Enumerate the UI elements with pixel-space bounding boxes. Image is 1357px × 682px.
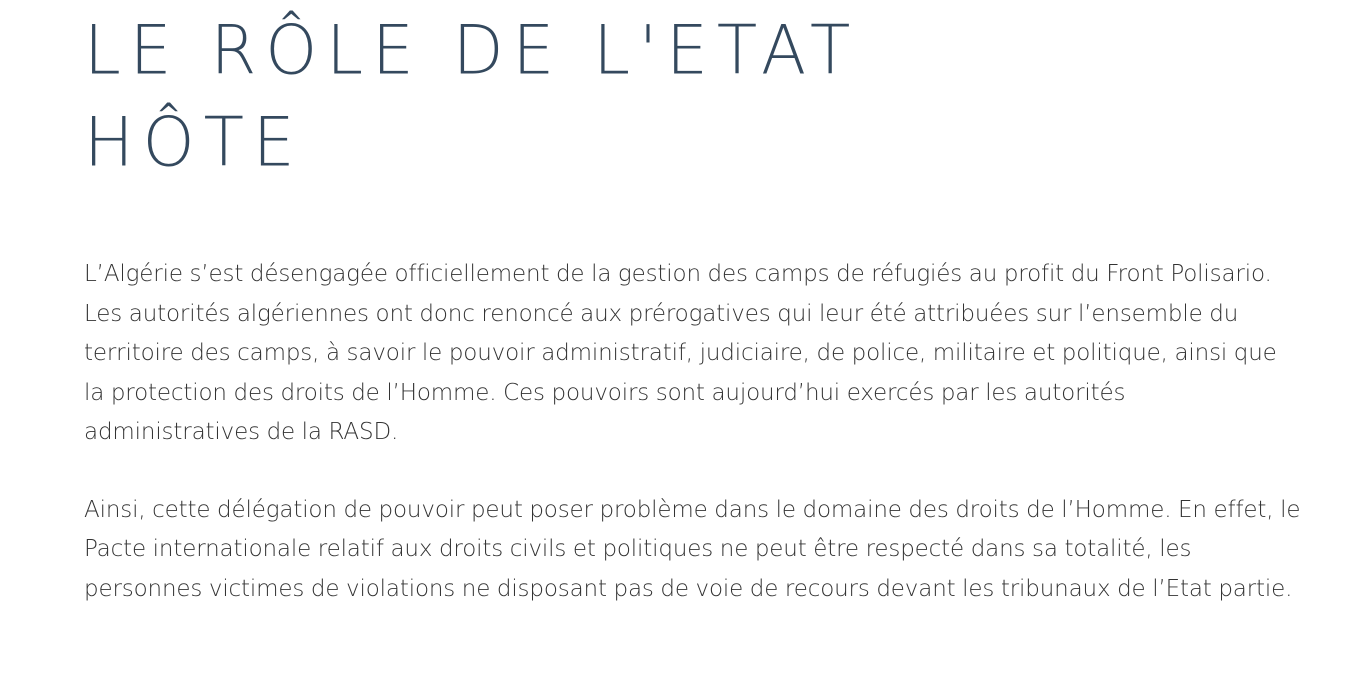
page-title — [84, 0, 860, 188]
page-title-line-1: LE RÔLE DE L'ETAT — [84, 11, 860, 90]
paragraph-2: Ainsi, cette délégation de pouvoir peut poser problème dans le domaine des droits de l’Homme. En effet, le Pacte internationale relatif aux droits civils et politiques ne peut être respecté dans sa totalité, les personnes victimes de violations ne disposant pas de voie de recours devant les tribunaux de l’Etat partie. — [84, 496, 1301, 602]
page-title-line-2: HÔTE — [84, 103, 304, 182]
article-body — [84, 255, 1302, 609]
paragraph-1: L’Algérie s’est désengagée officiellement de la gestion des camps de réfugiés au profit du Front Polisario. Les autorités algériennes ont donc renoncé aux prérogatives qui leur été attribuées sur l’ensemble du territoire des camps, à savoir le pouvoir administratif, judiciaire, de police, militaire et politique, ainsi que la protection des droits de l’Homme. Ces pouvoirs sont aujourd’hui exercés par les autorités administratives de la RASD. — [84, 261, 1277, 445]
